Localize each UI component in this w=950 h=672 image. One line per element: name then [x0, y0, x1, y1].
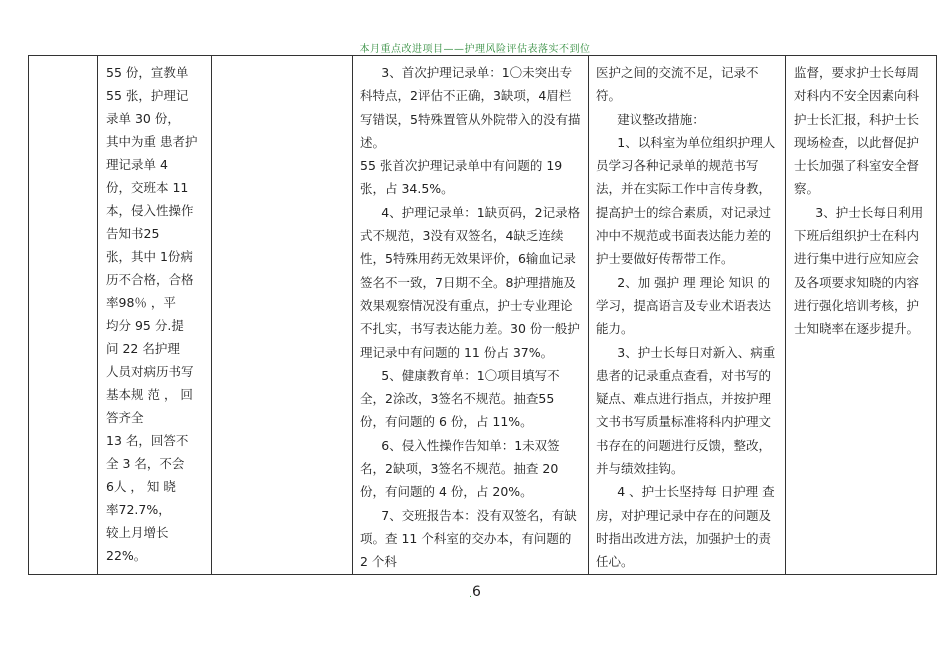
supervision-paragraph: 3、护士长每日利用下班后组织护士在科内进行集中进行应知应会及各项要求知晓的内容进行强化培训考核，护士知晓率在逐步提升。	[794, 204, 924, 337]
statistics-line: 答齐全	[106, 410, 144, 425]
statistics-cell	[98, 56, 212, 575]
statistics-line: 较上月增长	[106, 525, 169, 540]
problem-paragraph: 5、健康教育单：1〇项目填写不全，2涂改，3签名不规范。抽查55 份，有问题的 6 份，占 11%。	[360, 367, 560, 430]
page-header: 本月重点改进项目——护理风险评估表落实不到位	[359, 44, 591, 55]
problems-text	[353, 56, 588, 574]
statistics-text	[98, 56, 211, 567]
problem-paragraph: 3、首次护理记录单：1〇未突出专科特点，2评估不正确，3缺项，4眉栏写错误，5特殊置管从外院带入的没有描述。	[360, 65, 581, 150]
supervision-paragraph: 监督，要求护士长每周对科内不安全因素向科护士长汇报，科护士长现场检查，以此督促护士长加强了科室安全督察。	[794, 65, 920, 197]
statistics-line: 录单 30 份，	[106, 111, 180, 126]
problems-cell	[353, 56, 589, 575]
page-number	[0, 584, 950, 600]
problem-paragraph: 4、护理记录单：1缺页码，2记录格式不规范，3没有双签名，4缺乏连续性，5特殊用药无效果评价，6输血记录签名不一致，7日期不全。8护理措施及效果观察情况没有重点，护士专业理论不扎实，书写表达能力差。30 份一般护理记录中有问题的 11 份占 37%。	[360, 204, 581, 360]
statistics-line: 份，交班本 11	[106, 180, 189, 195]
measure-paragraph: 3、护士长每日对新入、病重患者的记录重点查看，对书写的疑点、难点进行指点，并按护理文书书写质量标准将科内护理文书存在的问题进行反馈，整改，并与绩效挂钩。	[596, 344, 776, 477]
table-row	[29, 56, 937, 575]
statistics-line: 告知书25	[106, 226, 160, 241]
statistics-line: 22%。	[106, 548, 147, 563]
supervision-text	[786, 56, 936, 341]
measure-paragraph: 2、加 强护 理 理论 知识 的学习，提高语言及专业术语表达能力。	[596, 274, 772, 337]
measure-paragraph: 建议整改措施：	[617, 111, 705, 127]
statistics-line: 历不合格，合格	[106, 272, 194, 287]
statistics-line: 问 22 名护理	[106, 341, 180, 356]
measures-cell	[589, 56, 786, 575]
supervision-cell	[786, 56, 937, 575]
page-number-text: 6	[471, 584, 481, 600]
measure-paragraph: 4 、护士长坚持每 日护理 查房，对护理记录中存在的问题及时指出改进方法，加强护士的责任心。	[596, 484, 775, 570]
category-cell	[29, 56, 98, 575]
statistics-line: 55 张，护理记	[106, 88, 189, 103]
statistics-line: 基本规 范 ， 回	[106, 387, 193, 402]
statistics-line: 率72.7%，	[106, 502, 171, 517]
statistics-line: 6人 ， 知 晓	[106, 479, 176, 494]
statistics-line: 率98％ ，平	[106, 295, 176, 310]
problem-paragraph: 55 张首次护理记录单中有问题的 19 张，占 34.5%。	[360, 158, 563, 197]
statistics-line: 均分 95 分.提	[106, 318, 184, 333]
measures-text	[589, 56, 785, 574]
problem-paragraph: 7、交班报告本：没有双签名，有缺项。查 11 个科室的交办本，有问题的 2 个科	[360, 507, 577, 570]
problem-paragraph: 6、侵入性操作告知单：1未双签名，2缺项，3签名不规范。抽查 20 份，有问题的 4 份，占 20%。	[360, 437, 560, 500]
statistics-line: 本，侵入性操作	[106, 203, 194, 218]
statistics-line: 55 份，宣教单	[106, 65, 189, 80]
statistics-line: 人员对病历书写	[106, 364, 194, 379]
statistics-line: 理记录单 4	[106, 157, 168, 172]
statistics-line: 张，其中 1份病	[106, 249, 193, 264]
statistics-line: 13 名，回答不	[106, 433, 189, 448]
statistics-line: 其中为重 患者护	[106, 134, 198, 149]
measure-paragraph: 1、以科室为单位组织护理人员学习各种记录单的规范书写法，并在实际工作中言传身教，提高护士的综合素质，对记录过冲中不规范或书面表达能力差的护士要做好传帮带工作。	[596, 134, 776, 267]
report-table	[28, 55, 937, 575]
statistics-line: 全 3 名，不会	[106, 456, 185, 471]
empty-cell	[212, 56, 353, 575]
page-dot-icon: .	[469, 590, 472, 600]
measure-paragraph: 医护之间的交流不足，记录不符。	[596, 65, 759, 104]
